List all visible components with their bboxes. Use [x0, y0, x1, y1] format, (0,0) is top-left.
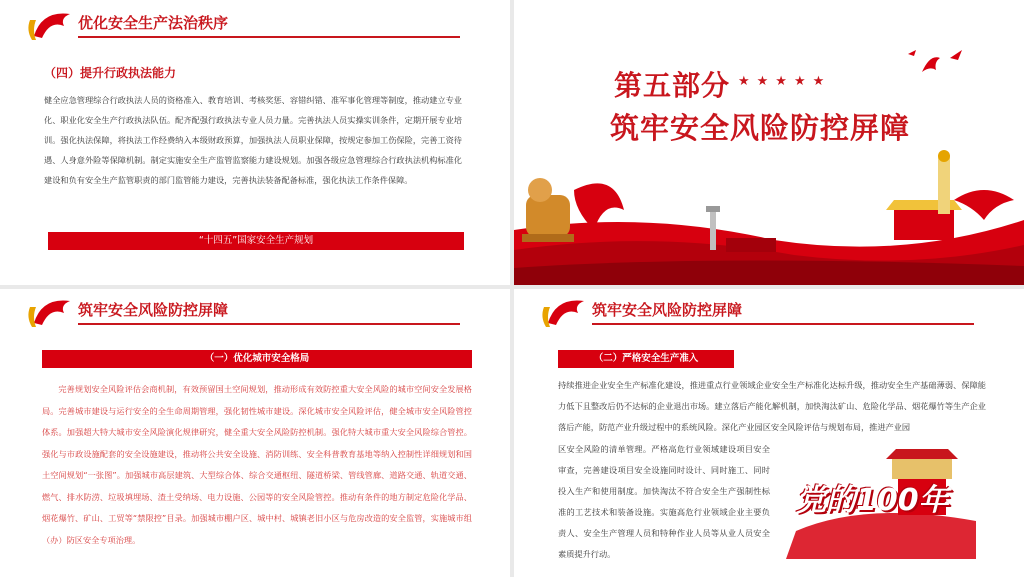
- title-underline: [78, 36, 460, 38]
- body-text: 完善规划安全风险评估会商机制，有效预留国土空间规划，推动形成有效防控重大安全风险的城市空间安全发展格局。完善城市建设与运行安全的全生命周期管理，强化韧性城市建设。深化城市安全风险评估，健全城市安全风险管控体系。加强超大特大城市安全风险演化规律研究，健全重大安全风险防控机制。强化特大城市重大安全风险综合管控。强化与市政设施配套的安全设施建设，推动将公共安全设施、消防训练、安全科普教育基地等纳入控制性详细规划和国土空间规划“一张图”。加强城市高层建筑、大型综合体、综合交通枢纽、隧道桥梁、管线管廊、道路交通、轨道交通、燃气、排水防涝、垃圾填埋场、渣土受纳场、电力设施、公园等的安全风险管控。推动有条件的地方制定危险化学品、烟花爆竹、矿山、工贸等“禁限控”目录。加强城市棚户区、城中村、城镇老旧小区与危房改造的安全监管，实施城市组（办）防区安全专项治理。: [42, 384, 472, 545]
- body-text-bottom: 区安全风险的清单管理。严格高危行业领域建设项目安全审查，完善建设项目安全设施同时设计、同时施工、同时投入生产和使用制度。加快淘汰不符合安全生产强制性标准的工艺技术和装备设施。实施高危行业领域企业主要负责人、安全生产管理人员和特种作业人员等从业人员安全素质提升行动。: [558, 444, 770, 559]
- ribbon-torch-icon: [534, 293, 588, 333]
- badge-text: 党的100年: [796, 483, 949, 518]
- ribbon-torch-icon: [20, 293, 74, 333]
- section-bar: （一）优化城市安全格局: [42, 350, 472, 368]
- cover-title: 筑牢安全风险防控屏障: [610, 111, 911, 145]
- slide-4[interactable]: [514, 289, 1024, 577]
- stars-decoration: ★★★★★: [738, 74, 832, 89]
- title-underline: [78, 323, 460, 325]
- slide-title: 筑牢安全风险防控屏障: [592, 301, 743, 319]
- slide-2-cover[interactable]: [514, 0, 1024, 285]
- section-subhead: （四）提升行政执法能力: [44, 66, 177, 80]
- body-text-top: 持续推进企业安全生产标准化建设，推进重点行业领域企业安全生产标准化达标升级，推动安全生产基础薄弱、保障能力低下且整改后仍不达标的企业退出市场。建立落后产能化解机制，加快淘汰矿山、危险化学品、烟花爆竹等生产企业落后产能，防范产业升级过程中的系统风险。深化产业园区安全风险评估与规划布局，推进产业园: [558, 380, 986, 432]
- slide-title: 筑牢安全风险防控屏障: [78, 301, 229, 319]
- section-bar: （二）严格安全生产准入: [558, 350, 734, 368]
- title-underline: [592, 323, 974, 325]
- body-text: 健全应急管理综合行政执法人员的资格准入、教育培训、考核奖惩、容错纠错、准军事化管理等制度，推动建立专业化、职业化安全生产行政执法队伍。配齐配强行政执法专业人员力量。完善执法人员实操实训条件，定期开展专业培训。强化执法保障，将执法工作经费纳入本级财政预算，加强执法人员职业保障，按规定参加工伤保险，完善工资待遇、人身意外险等保障机制。制定实施安全生产监管监察能力建设规划。加强各级应急管理综合行政执法机构标准化建设和负有安全生产监管职责的部门监管能力建设，完善执法装备配备标准，强化执法工作条件保障。: [44, 95, 462, 185]
- slide-1[interactable]: [0, 0, 510, 285]
- source-bar: “十四五”国家安全生产规划: [48, 232, 464, 250]
- slide-3[interactable]: [0, 289, 510, 577]
- slide-title: 优化安全生产法治秩序: [78, 14, 229, 32]
- doves-icon: [902, 44, 972, 84]
- ribbon-torch-icon: [20, 6, 74, 46]
- part-number: 第五部分: [614, 69, 731, 102]
- landmark-banner-illustration: [514, 150, 1024, 285]
